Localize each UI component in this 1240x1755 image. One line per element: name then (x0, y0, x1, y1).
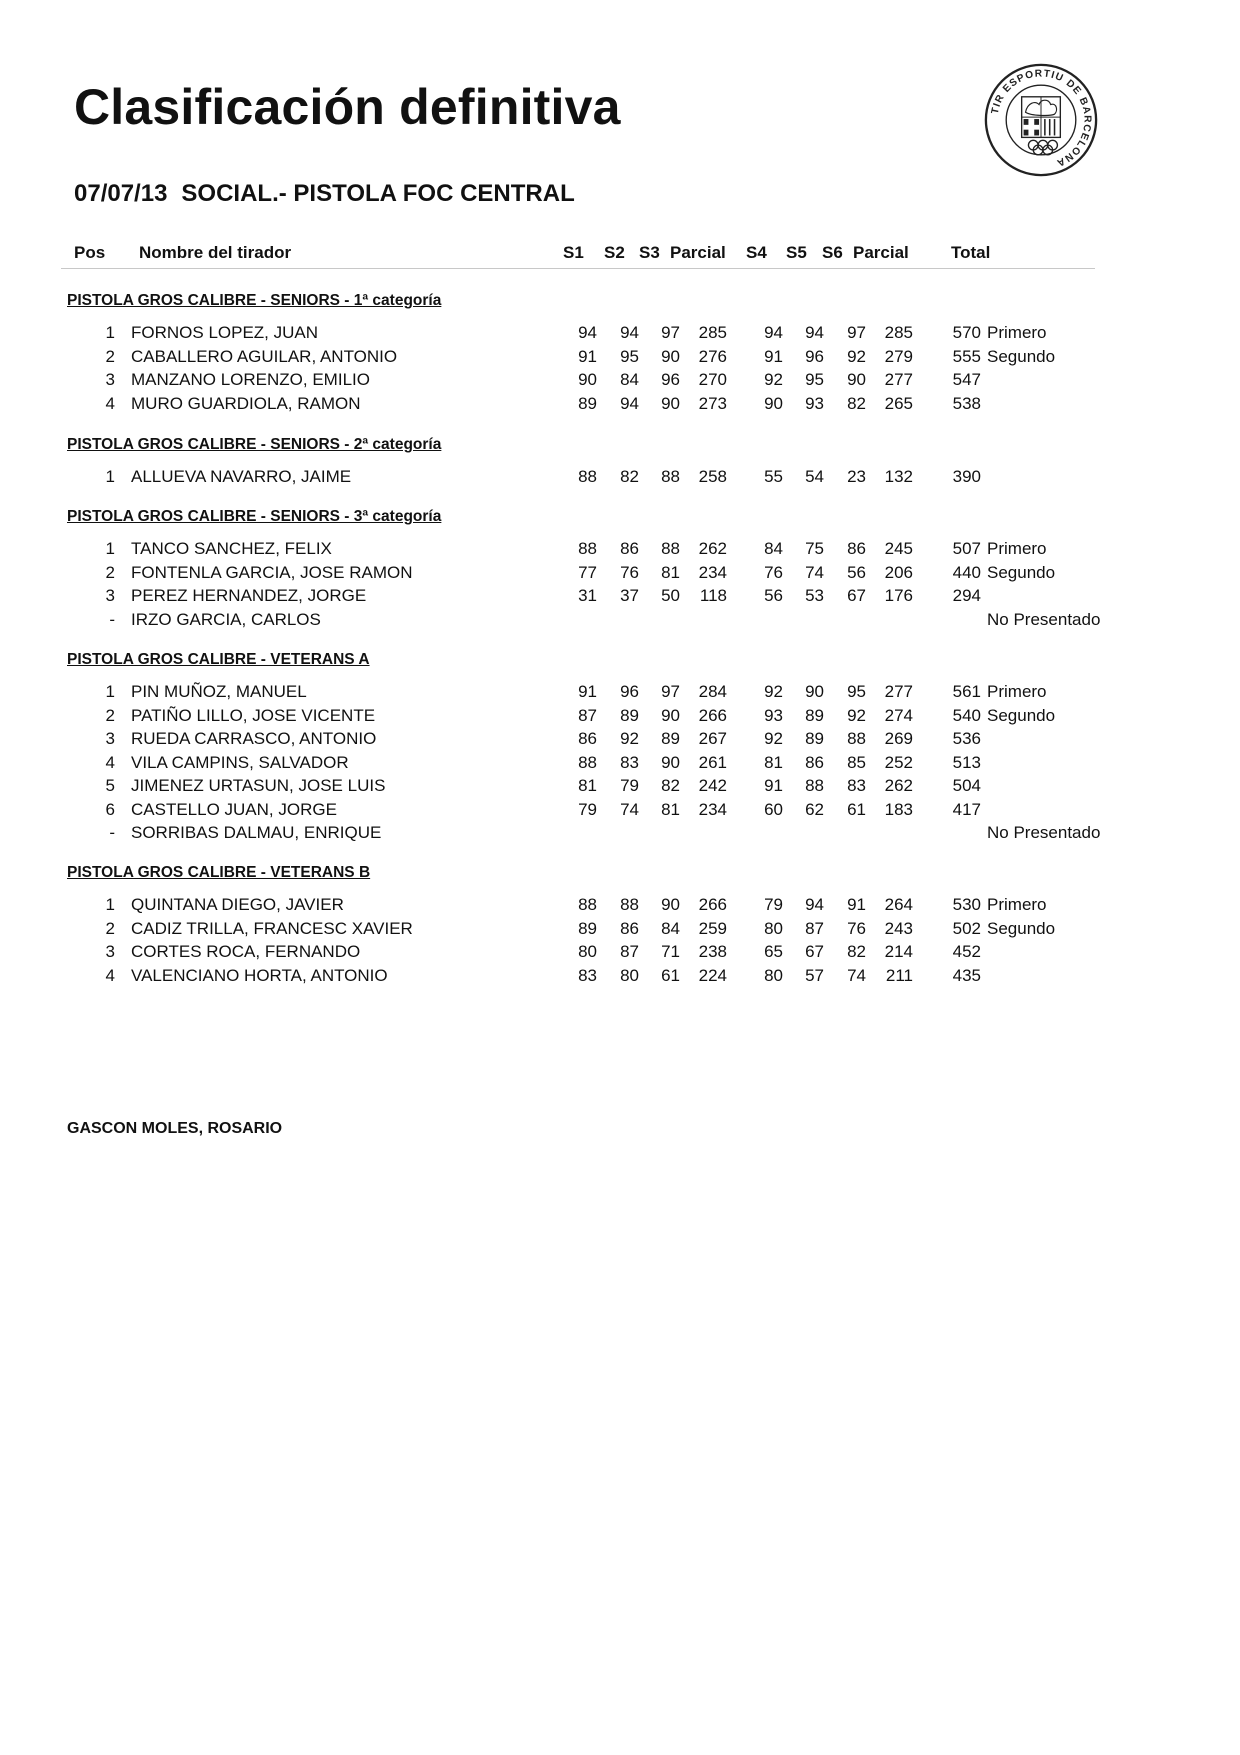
series-2-score: 89 (620, 705, 639, 725)
partial-1-score: 284 (698, 682, 727, 701)
partial-2-score: 277 (884, 370, 913, 389)
position: 4 (105, 393, 115, 413)
series-3-score: 97 (661, 323, 680, 342)
result-row (0, 919, 1240, 939)
shooter-name: IRZO GARCIA, CARLOS (131, 609, 321, 629)
result-note: Segundo (987, 562, 1056, 582)
result-row (0, 895, 1240, 915)
series-5-score: 89 (805, 705, 824, 725)
series-4-score: 92 (764, 370, 783, 389)
series-3-score: 97 (661, 682, 680, 701)
total-score: 504 (952, 776, 981, 795)
shooter-name: PATIÑO LILLO, JOSE VICENTE (131, 705, 376, 725)
series-5-score: 62 (805, 799, 824, 819)
series-6-score: 23 (847, 467, 866, 486)
series-1-score: 90 (578, 370, 597, 389)
shooter-name: VILA CAMPINS, SALVADOR (131, 752, 349, 772)
series-3-score: 71 (661, 942, 680, 961)
series-4-score: 60 (764, 799, 783, 819)
series-5-score: 53 (805, 586, 824, 605)
partial-2-score: 285 (884, 323, 913, 342)
result-note: Segundo (987, 918, 1056, 938)
total-score: 294 (952, 586, 981, 605)
series-4-score: 90 (764, 393, 783, 413)
series-3-score: 81 (661, 799, 680, 819)
series-1-score: 88 (578, 467, 597, 486)
series-1-score: 86 (578, 729, 597, 748)
series-1-score: 31 (578, 586, 597, 605)
partial-1-score: 276 (698, 346, 727, 366)
series-6-score: 67 (847, 586, 866, 605)
partial-2-score: 243 (884, 918, 913, 938)
series-3-score: 96 (661, 370, 680, 389)
position: 3 (105, 370, 115, 389)
series-6-score: 88 (847, 729, 866, 748)
series-3-score: 89 (661, 729, 680, 748)
series-5-score: 94 (805, 323, 824, 342)
series-5-score: 89 (805, 729, 824, 748)
position: - (109, 609, 115, 629)
series-2-score: 87 (620, 942, 639, 961)
partial-2-score: 277 (884, 682, 913, 701)
total-score: 536 (952, 729, 981, 748)
series-5-score: 87 (805, 918, 824, 938)
series-2-score: 74 (620, 799, 639, 819)
col-header-name: Nombre del tirador (139, 243, 292, 262)
category-title: PISTOLA GROS CALIBRE - VETERANS A (67, 651, 370, 668)
series-4-score: 91 (764, 346, 783, 366)
signature: GASCON MOLES, ROSARIO (67, 1120, 283, 1137)
partial-2-score: 211 (885, 965, 913, 985)
series-2-score: 84 (620, 370, 639, 389)
col-header-s1: S1 (563, 243, 584, 262)
shooter-name: FONTENLA GARCIA, JOSE RAMON (131, 562, 413, 582)
series-1-score: 91 (578, 682, 597, 701)
shooter-name: JIMENEZ URTASUN, JOSE LUIS (131, 776, 386, 795)
series-4-score: 56 (764, 586, 783, 605)
series-5-score: 90 (805, 682, 824, 701)
partial-2-score: 206 (884, 562, 913, 582)
series-2-score: 86 (620, 539, 639, 558)
total-score: 513 (952, 752, 981, 772)
series-3-score: 90 (661, 752, 680, 772)
partial-1-score: 266 (698, 705, 727, 725)
series-3-score: 82 (661, 776, 680, 795)
total-score: 538 (952, 393, 981, 413)
series-5-score: 94 (805, 895, 824, 914)
position: 3 (105, 942, 115, 961)
partial-2-score: 183 (884, 799, 913, 819)
series-6-score: 91 (847, 895, 866, 914)
shooter-name: QUINTANA DIEGO, JAVIER (131, 895, 344, 914)
position: 1 (105, 539, 115, 558)
series-5-score: 75 (805, 539, 824, 558)
series-2-score: 37 (620, 586, 639, 605)
position: - (109, 823, 115, 842)
shooter-name: CADIZ TRILLA, FRANCESC XAVIER (131, 918, 413, 938)
series-5-score: 54 (805, 467, 824, 486)
series-6-score: 56 (847, 562, 866, 582)
series-2-score: 96 (620, 682, 639, 701)
result-row (0, 323, 1240, 343)
series-2-score: 83 (620, 752, 639, 772)
series-3-score: 50 (661, 586, 680, 605)
position: 2 (105, 705, 115, 725)
logo-text: TIR ESPORTIU DE BARCELONA (989, 68, 1093, 169)
series-5-score: 96 (805, 346, 824, 366)
series-1-score: 83 (578, 965, 597, 985)
series-4-score: 93 (764, 705, 783, 725)
series-6-score: 86 (847, 539, 866, 558)
total-score: 570 (952, 323, 981, 342)
result-row (0, 729, 1240, 749)
series-1-score: 89 (578, 393, 597, 413)
series-4-score: 81 (764, 752, 783, 772)
series-4-score: 92 (764, 729, 783, 748)
position: 1 (105, 467, 115, 486)
series-4-score: 91 (764, 776, 783, 795)
partial-1-score: 242 (698, 776, 727, 795)
series-2-score: 80 (620, 965, 639, 985)
series-2-score: 76 (620, 562, 639, 582)
series-3-score: 88 (661, 539, 680, 558)
total-score: 435 (952, 965, 981, 985)
result-row (0, 706, 1240, 726)
partial-1-score: 273 (698, 393, 727, 413)
series-2-score: 86 (620, 918, 639, 938)
series-3-score: 84 (661, 918, 680, 938)
total-score: 502 (952, 918, 981, 938)
category-title: PISTOLA GROS CALIBRE - VETERANS B (67, 864, 371, 881)
partial-1-score: 262 (698, 539, 727, 558)
total-score: 530 (952, 895, 981, 914)
partial-2-score: 214 (884, 942, 913, 961)
series-6-score: 90 (847, 370, 866, 389)
series-2-score: 95 (620, 346, 639, 366)
position: 2 (105, 918, 115, 938)
total-score: 440 (952, 562, 981, 582)
series-6-score: 82 (847, 942, 866, 961)
result-row (0, 394, 1240, 414)
series-6-score: 95 (847, 682, 866, 701)
series-4-score: 55 (764, 467, 783, 486)
result-row (0, 467, 1240, 487)
shooter-name: RUEDA CARRASCO, ANTONIO (131, 729, 377, 748)
partial-1-score: 266 (698, 895, 727, 914)
total-score: 507 (952, 539, 981, 558)
result-row (0, 800, 1240, 820)
series-3-score: 88 (661, 467, 680, 486)
series-5-score: 93 (805, 393, 824, 413)
series-5-score: 88 (805, 776, 824, 795)
position: 6 (105, 799, 115, 819)
series-4-score: 80 (764, 965, 783, 985)
category-title: PISTOLA GROS CALIBRE - SENIORS - 2ª categoría (67, 436, 442, 453)
series-1-score: 81 (578, 776, 597, 795)
result-row (0, 776, 1240, 796)
series-2-score: 92 (620, 729, 639, 748)
position: 2 (105, 562, 115, 582)
series-4-score: 65 (764, 942, 783, 961)
position: 1 (105, 895, 115, 914)
position: 4 (105, 965, 115, 985)
event-name: SOCIAL.- PISTOLA FOC CENTRAL (181, 180, 575, 207)
shooter-name: MANZANO LORENZO, EMILIO (131, 370, 370, 389)
col-header-s3: S3 (639, 243, 660, 262)
series-1-score: 79 (578, 799, 597, 819)
partial-1-score: 259 (698, 918, 727, 938)
page-title: Clasificación definitiva (74, 79, 621, 135)
series-6-score: 74 (847, 965, 866, 985)
result-row (0, 823, 1240, 843)
result-note: Primero (987, 323, 1047, 342)
position: 4 (105, 752, 115, 772)
shooter-name: PEREZ HERNANDEZ, JORGE (131, 586, 367, 605)
total-score: 561 (952, 682, 981, 701)
series-6-score: 76 (847, 918, 866, 938)
series-3-score: 90 (661, 346, 680, 366)
result-row (0, 586, 1240, 606)
col-header-s2: S2 (604, 243, 625, 262)
series-3-score: 90 (661, 705, 680, 725)
series-2-score: 88 (620, 895, 639, 914)
partial-1-score: 234 (698, 799, 727, 819)
partial-2-score: 252 (884, 752, 913, 772)
position: 1 (105, 682, 115, 701)
category-title: PISTOLA GROS CALIBRE - SENIORS - 1ª categoría (67, 292, 442, 309)
series-4-score: 94 (764, 323, 783, 342)
partial-2-score: 132 (884, 467, 913, 486)
shooter-name: PIN MUÑOZ, MANUEL (131, 682, 307, 701)
series-6-score: 97 (847, 323, 866, 342)
event-date: 07/07/13 (74, 180, 168, 207)
shooter-name: VALENCIANO HORTA, ANTONIO (131, 965, 388, 985)
series-4-score: 92 (764, 682, 783, 701)
partial-2-score: 269 (884, 729, 913, 748)
series-5-score: 74 (805, 562, 824, 582)
partial-1-score: 267 (698, 729, 727, 748)
position: 1 (105, 323, 115, 342)
series-6-score: 85 (847, 752, 866, 772)
series-1-score: 88 (578, 895, 597, 914)
series-2-score: 79 (620, 776, 639, 795)
total-score: 547 (952, 370, 981, 389)
partial-1-score: 261 (698, 752, 727, 772)
result-row (0, 563, 1240, 583)
col-header-total: Total (951, 243, 991, 262)
result-row (0, 682, 1240, 702)
partial-2-score: 264 (884, 895, 913, 914)
result-note: Primero (987, 895, 1047, 914)
result-note: Primero (987, 682, 1047, 701)
series-2-score: 94 (620, 323, 639, 342)
result-row (0, 610, 1240, 630)
series-3-score: 90 (661, 393, 680, 413)
series-6-score: 92 (847, 705, 866, 725)
total-score: 417 (952, 799, 981, 819)
category-title: PISTOLA GROS CALIBRE - SENIORS - 3ª categoría (67, 508, 442, 525)
result-note: Primero (987, 539, 1047, 558)
shooter-name: FORNOS LOPEZ, JUAN (131, 323, 319, 342)
shooter-name: MURO GUARDIOLA, RAMON (131, 393, 361, 413)
series-5-score: 86 (805, 752, 824, 772)
result-row (0, 370, 1240, 390)
col-header-parcial-1: Parcial (670, 243, 726, 262)
shooter-name: CASTELLO JUAN, JORGE (131, 799, 337, 819)
result-note: No Presentado (987, 609, 1101, 629)
result-note: Segundo (987, 346, 1056, 366)
series-4-score: 80 (764, 918, 783, 938)
shooter-name: CORTES ROCA, FERNANDO (131, 942, 361, 961)
series-5-score: 57 (805, 965, 824, 985)
series-1-score: 87 (578, 705, 597, 725)
total-score: 555 (952, 346, 981, 366)
partial-1-score: 234 (698, 562, 727, 582)
total-score: 452 (952, 942, 981, 961)
series-1-score: 94 (578, 323, 597, 342)
partial-2-score: 262 (884, 776, 913, 795)
col-header-parcial-2: Parcial (853, 243, 909, 262)
series-5-score: 67 (805, 942, 824, 961)
result-note: No Presentado (987, 823, 1101, 842)
total-score: 540 (952, 705, 981, 725)
partial-1-score: 224 (698, 965, 727, 985)
position: 3 (105, 729, 115, 748)
partial-1-score: 270 (698, 370, 727, 389)
series-6-score: 92 (847, 346, 866, 366)
col-header-pos: Pos (74, 243, 106, 262)
series-5-score: 95 (805, 370, 824, 389)
shooter-name: SORRIBAS DALMAU, ENRIQUE (131, 823, 382, 842)
series-1-score: 77 (578, 562, 597, 582)
partial-2-score: 274 (884, 705, 913, 725)
position: 2 (105, 346, 115, 366)
position: 3 (105, 586, 115, 605)
series-1-score: 80 (578, 942, 597, 961)
col-header-s4: S4 (746, 243, 767, 262)
series-1-score: 89 (578, 918, 597, 938)
shooter-name: TANCO SANCHEZ, FELIX (131, 539, 332, 558)
result-row (0, 539, 1240, 559)
series-2-score: 94 (620, 393, 639, 413)
series-1-score: 91 (578, 346, 597, 366)
series-3-score: 81 (661, 562, 680, 582)
position: 5 (105, 776, 115, 795)
result-row (0, 942, 1240, 962)
series-1-score: 88 (578, 539, 597, 558)
partial-1-score: 258 (698, 467, 727, 486)
partial-1-score: 285 (698, 323, 727, 342)
series-4-score: 79 (764, 895, 783, 914)
series-1-score: 88 (578, 752, 597, 772)
series-3-score: 61 (661, 965, 680, 985)
partial-2-score: 245 (884, 539, 913, 558)
partial-1-score: 238 (698, 942, 727, 961)
series-2-score: 82 (620, 467, 639, 486)
result-row (0, 966, 1240, 986)
series-4-score: 84 (764, 539, 783, 558)
partial-2-score: 265 (884, 393, 913, 413)
result-note: Segundo (987, 705, 1056, 725)
partial-2-score: 176 (884, 586, 913, 605)
result-row (0, 347, 1240, 367)
series-6-score: 83 (847, 776, 866, 795)
partial-2-score: 279 (884, 346, 913, 366)
shooter-name: CABALLERO AGUILAR, ANTONIO (131, 346, 398, 366)
shooter-name: ALLUEVA NAVARRO, JAIME (131, 467, 352, 486)
col-header-s5: S5 (786, 243, 807, 262)
series-6-score: 82 (847, 393, 866, 413)
series-3-score: 90 (661, 895, 680, 914)
result-row (0, 753, 1240, 773)
series-4-score: 76 (764, 562, 783, 582)
partial-1-score: 118 (699, 586, 727, 605)
total-score: 390 (952, 467, 981, 486)
col-header-s6: S6 (822, 243, 843, 262)
series-6-score: 61 (847, 799, 866, 819)
